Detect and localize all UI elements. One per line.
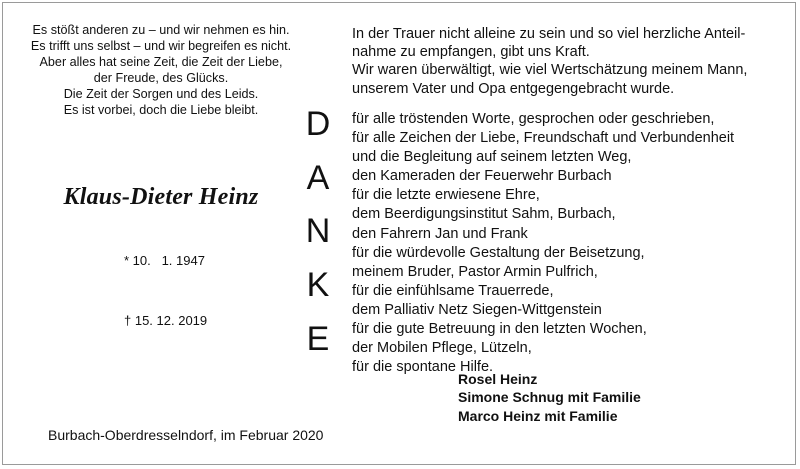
poem-line: Aber alles hat seine Zeit, die Zeit der Liebe, bbox=[39, 55, 283, 69]
thanks-line: den Kameraden der Feuerwehr Burbach bbox=[352, 168, 612, 185]
intro-line: In der Trauer nicht alleine zu sein und so viel herzliche Anteil- bbox=[352, 26, 746, 42]
poem bbox=[20, 22, 302, 118]
signer: Marco Heinz mit Familie bbox=[458, 407, 618, 424]
poem-line: Es ist vorbei, doch die Liebe bleibt. bbox=[63, 103, 259, 117]
deceased-name: Klaus-Dieter Heinz bbox=[63, 184, 259, 210]
thanks-line: den Fahrern Jan und Frank bbox=[352, 225, 528, 242]
death-date: † 15. 12. 2019 bbox=[124, 313, 208, 328]
signer: Simone Schnug mit Familie bbox=[458, 389, 641, 406]
intro-line: unserem Vater und Opa entgegengebracht wurde. bbox=[352, 80, 675, 97]
life-dates bbox=[124, 211, 207, 371]
danke-letter: A bbox=[306, 159, 330, 197]
thanks-line: dem Palliativ Netz Siegen-Wittgenstein bbox=[352, 301, 602, 318]
danke-letter: E bbox=[306, 320, 330, 358]
intro-line: Wir waren überwältigt, wie viel Wertschätzung meinem Mann, bbox=[352, 62, 748, 79]
thanks-line: der Mobilen Pflege, Lützeln, bbox=[352, 340, 532, 357]
danke-letter: N bbox=[305, 212, 331, 250]
thanks-line: meinem Bruder, Pastor Armin Pulfrich, bbox=[352, 263, 598, 280]
danke-letter: D bbox=[305, 105, 331, 143]
thanks-line: für die einfühlsame Trauerrede, bbox=[352, 282, 554, 299]
thanks-line: für die letzte erwiesene Ehre, bbox=[352, 187, 540, 204]
signers bbox=[458, 370, 641, 425]
thanks-list bbox=[352, 110, 734, 377]
poem-line: Es stößt anderen zu – und wir nehmen es hin. bbox=[32, 23, 290, 37]
poem-line: Es trifft uns selbst – und wir begreifen es nicht. bbox=[30, 39, 292, 53]
poem-line: Die Zeit der Sorgen und des Leids. bbox=[63, 87, 259, 101]
birth-date: * 10. 1. 1947 bbox=[124, 253, 205, 268]
intro-paragraph bbox=[352, 25, 747, 98]
place-and-date: Burbach-Oberdresselndorf, im Februar 2020 bbox=[48, 427, 324, 443]
danke-letter: K bbox=[306, 266, 330, 304]
thanks-line: für alle tröstenden Worte, gesprochen oder geschrieben, bbox=[352, 111, 715, 127]
poem-line: der Freude, des Glücks. bbox=[93, 71, 229, 85]
thanks-line: dem Beerdigungsinstitut Sahm, Burbach, bbox=[352, 206, 616, 223]
thanks-line: und die Begleitung auf seinem letzten Weg, bbox=[352, 149, 632, 166]
thanks-line: für die spontane Hilfe. bbox=[352, 359, 494, 376]
thanks-line: für die gute Betreuung in den letzten Wochen, bbox=[352, 321, 647, 338]
thanks-line: für die würdevolle Gestaltung der Beisetzung, bbox=[352, 244, 645, 261]
signer: Rosel Heinz bbox=[458, 371, 538, 387]
thanks-line: für alle Zeichen der Liebe, Freundschaft und Verbundenheit bbox=[352, 130, 735, 147]
intro-line: nahme zu empfangen, gibt uns Kraft. bbox=[352, 44, 590, 61]
